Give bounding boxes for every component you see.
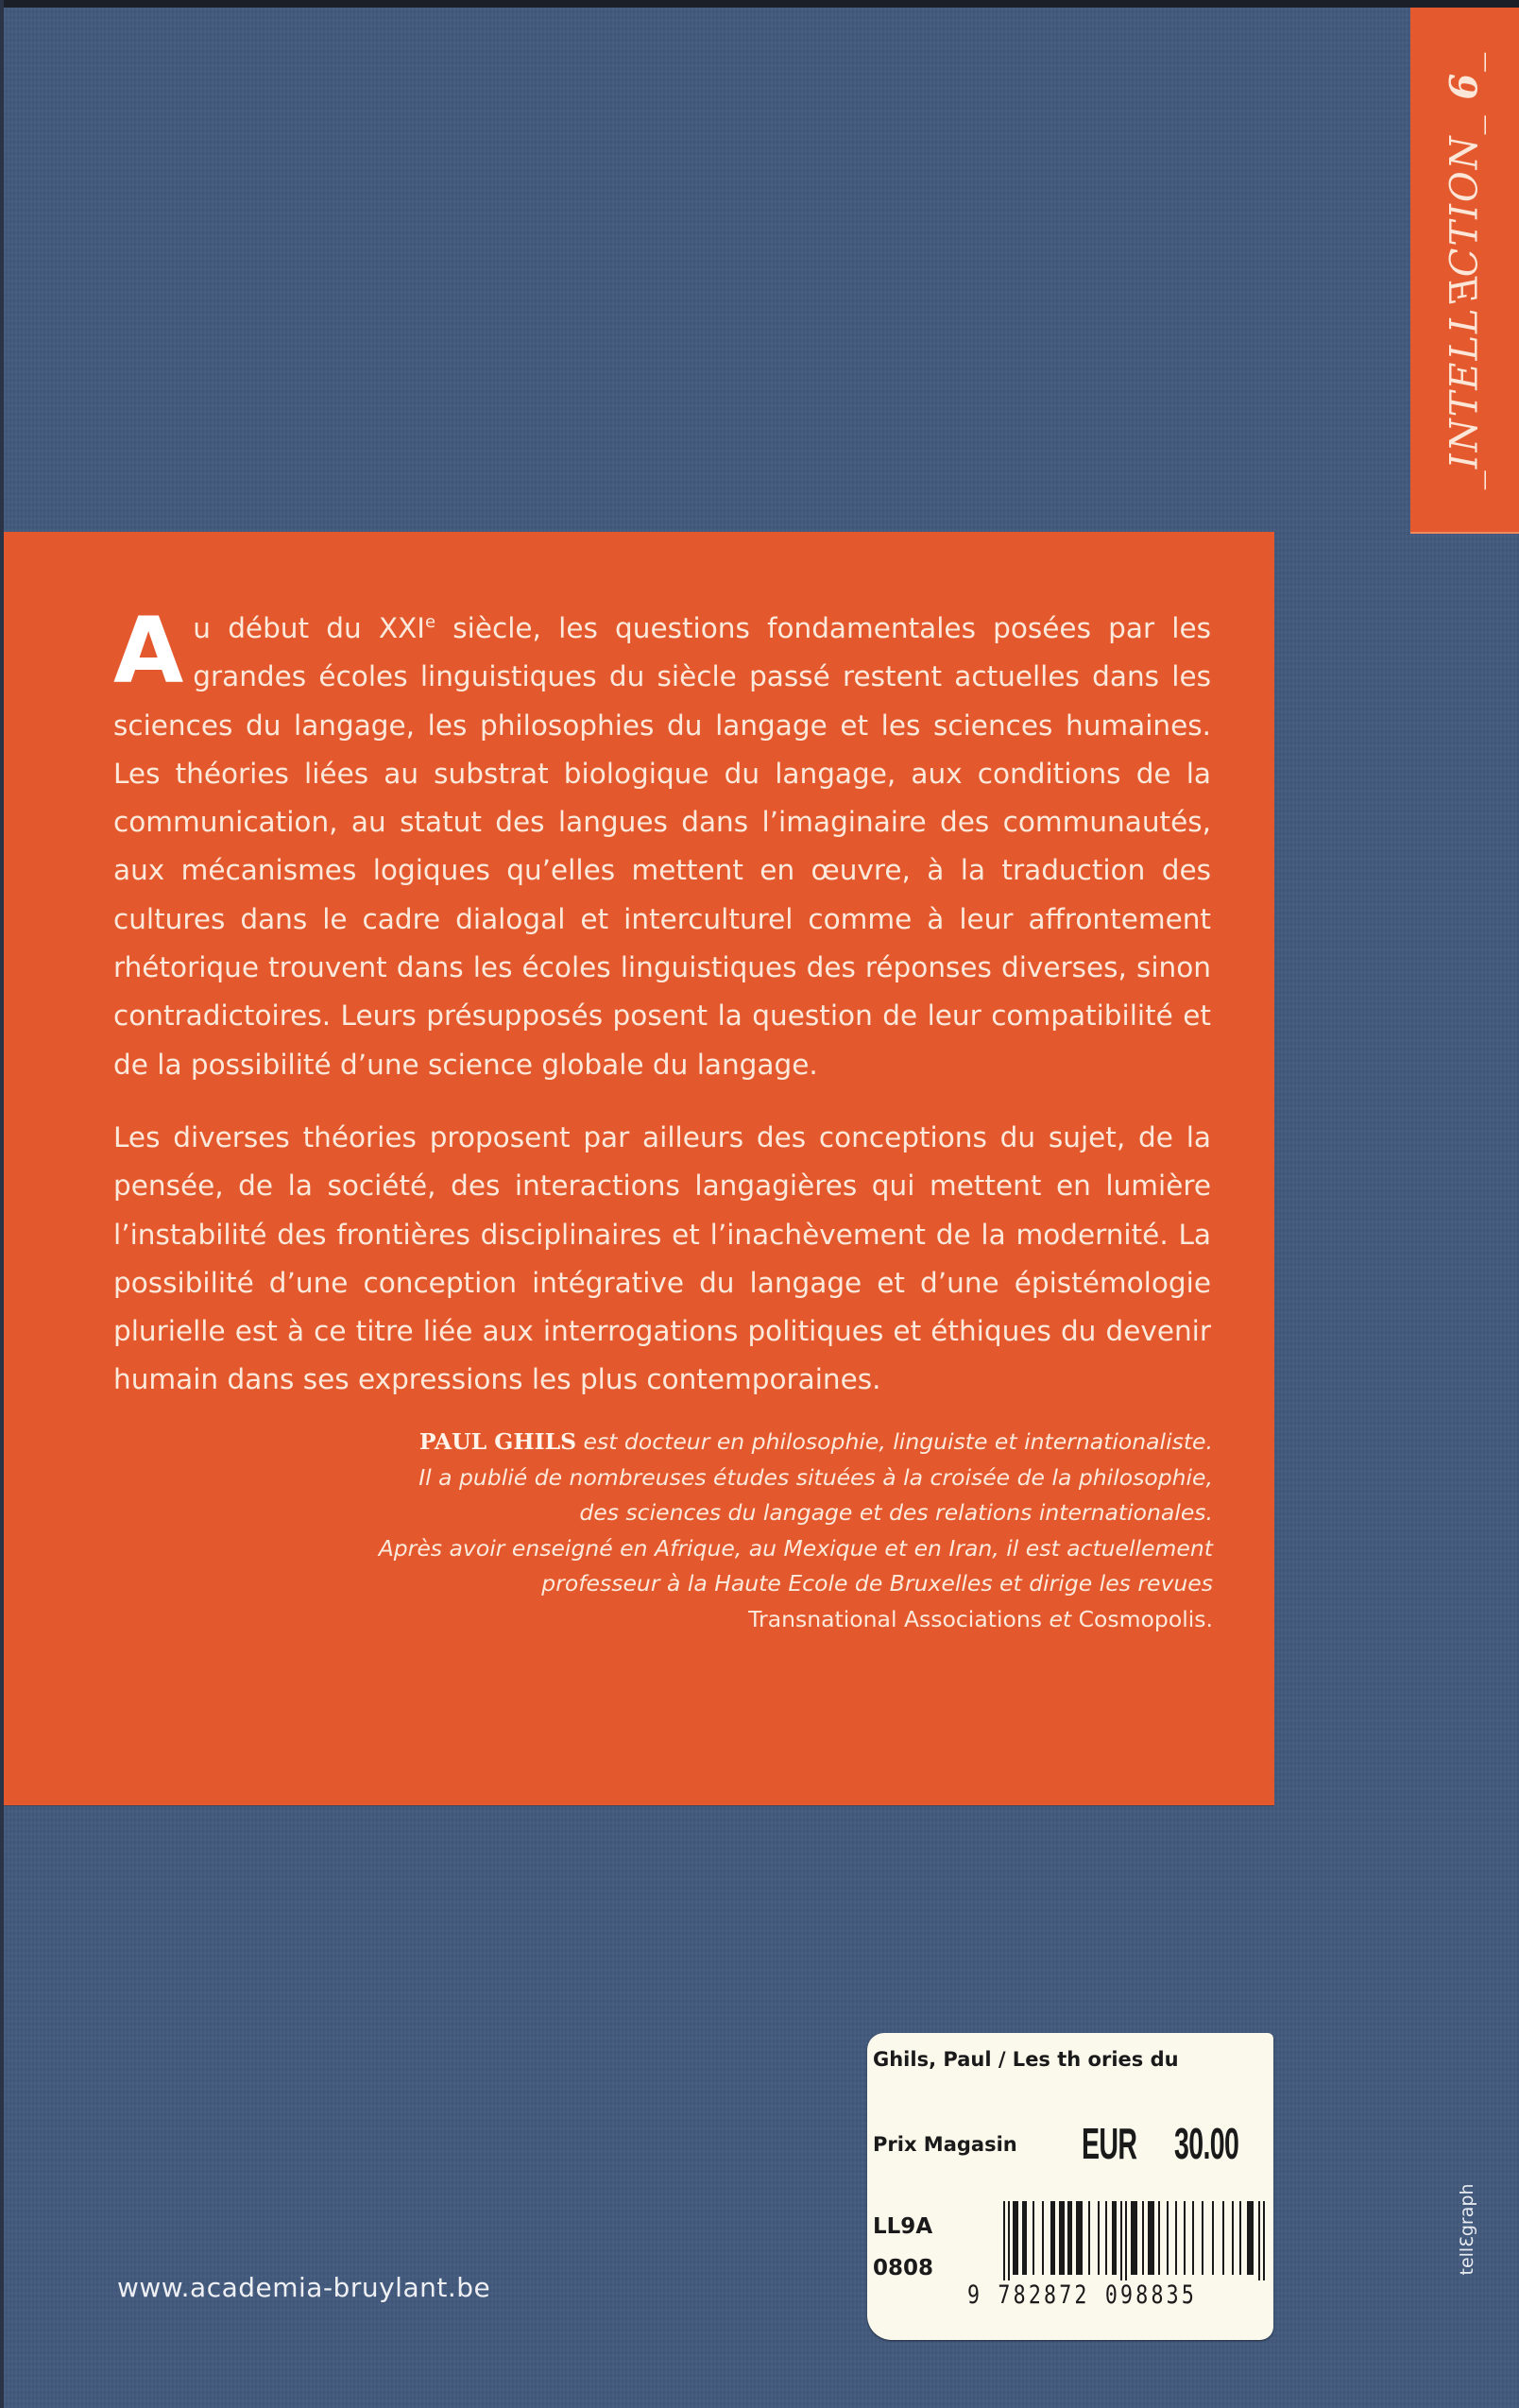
sticker-code-2: 0808 [873, 2256, 934, 2280]
journal-2: Cosmopolis. [1078, 1605, 1213, 1632]
author-name: PAUL GHILS [418, 1428, 577, 1455]
bio-line-6 [268, 1602, 1213, 1638]
blurb-paragraph-1 [113, 598, 1211, 1089]
price-sticker [867, 2033, 1273, 2340]
bio-line-3: des sciences du langage et des relations internationales. [579, 1499, 1213, 1526]
sticker-currency: EUR [1082, 2119, 1137, 2168]
cover-top-edge [0, 0, 1519, 8]
series-mirrored-letter: E [1442, 277, 1487, 307]
author-bio [268, 1425, 1213, 1637]
bio-conjunction: et [1042, 1605, 1079, 1632]
blurb-text [113, 598, 1211, 1429]
sticker-title: Ghils, Paul / Les th ories du [873, 2048, 1179, 2071]
barcode-digits: 9 782872 098835 [967, 2280, 1198, 2310]
bio-line-1-text: est docteur en philosophie, linguiste et internationaliste. [576, 1428, 1213, 1455]
series-name-prefix: _INTELL [1442, 306, 1487, 490]
bio-line-2: Il a publié de nombreuses études situées à la croisée de la philosophie, [418, 1463, 1213, 1491]
sticker-price-label: Prix Magasin [873, 2133, 1017, 2156]
drop-cap: A [113, 598, 184, 704]
series-tab [1410, 8, 1519, 534]
sticker-price: 30.00 [1174, 2119, 1239, 2168]
series-number: 6 [1442, 71, 1487, 100]
series-label [1442, 51, 1487, 489]
blurb-p1-start: u début du XXI [193, 612, 425, 644]
barcode-icon [1003, 2201, 1268, 2280]
bio-line-1 [268, 1425, 1213, 1460]
bio-line-4: Après avoir enseigné en Afrique, au Mexique et en Iran, il est actuellement [378, 1534, 1213, 1562]
series-name-suffix: CTION_ [1442, 99, 1487, 278]
series-trailing: _ [1442, 50, 1487, 72]
journal-1: Transnational Associations [748, 1605, 1042, 1632]
century-superscript: e [425, 612, 436, 632]
bio-line-5: professeur à la Haute Ecole de Bruxelles et dirige les revues [541, 1570, 1213, 1597]
blurb-paragraph-2: Les diverses théories proposent par ailleurs des conceptions du sujet, de la pensée, de la société, des interactions langagières qui mettent en lumière l’instabilité des frontières disciplinaires et l’inachèvement de la modernité. La possibilité d’une conception intégrative du langage et d’une épistémologie plurielle est à ce titre liée aux interrogations politiques et éthiques du devenir humain dans ses expressions les plus contemporaines. [113, 1120, 1211, 1396]
publisher-website[interactable]: www.academia-bruylant.be [117, 2272, 491, 2303]
sticker-code-1: LL9A [873, 2214, 933, 2239]
blurb-p1-rest: siècle, les questions fondamentales posées par les grandes écoles linguistiques du siècle passé restent actuelles dans les sciences du langage, les philosophies du langage et les sciences humaines. Les théories liées au substrat biologique du langage, aux conditions de la communication, au statut des langues dans l’imaginaire des communautés, aux mécanismes logiques qu’elles mettent en œuvre, à la traduction des cultures dans le cadre dialogal et interculturel comme à leur affrontement rhétorique trouvent dans les écoles linguistiques des réponses diverses, sinon contradictoires. Leurs présupposés posent la question de leur compatibilité et de la possibilité d’une science globale du langage. [113, 612, 1211, 1081]
designer-credit: tellƐgraph [1457, 2183, 1477, 2276]
